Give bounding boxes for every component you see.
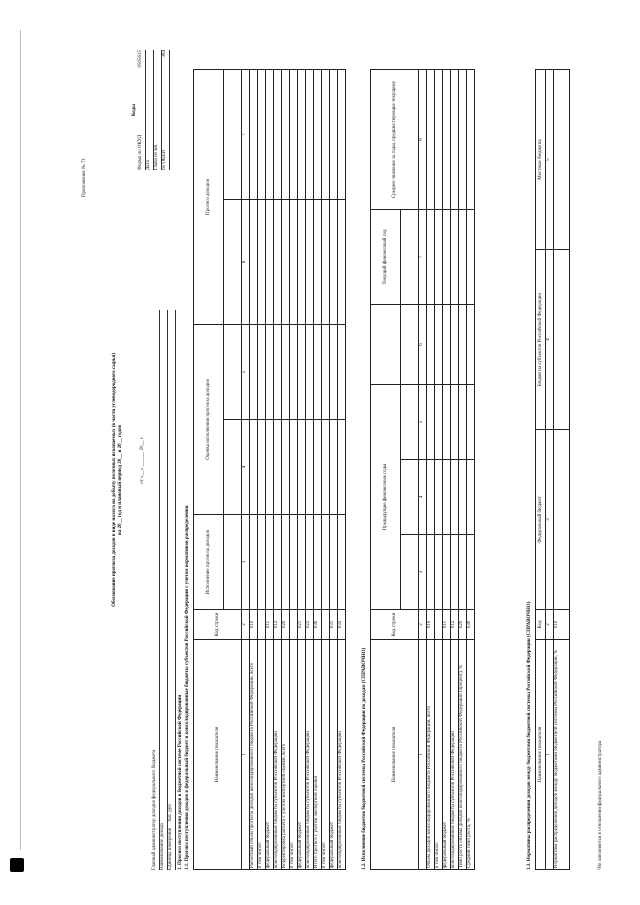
value-cell	[459, 385, 467, 460]
value-cell	[274, 199, 282, 324]
col-header-current: Текущий финансовый год	[371, 210, 401, 305]
row-code: 031	[330, 610, 338, 640]
value-cell	[306, 69, 314, 199]
value-cell	[322, 69, 330, 199]
value-cell	[266, 199, 274, 324]
value-cell	[258, 420, 266, 515]
meta-value: тыс. руб	[168, 804, 173, 822]
value-cell	[266, 420, 274, 515]
code-label: Форма по ОКУД	[137, 134, 143, 170]
col-header-federal: Федеральный бюджет	[536, 430, 546, 610]
value-cell	[554, 250, 570, 430]
row-name: федеральный бюджет	[443, 640, 451, 870]
code-row	[154, 50, 162, 170]
value-cell	[250, 515, 258, 610]
value-cell	[435, 460, 443, 535]
column-number: 4	[419, 460, 427, 535]
value-cell	[467, 305, 475, 385]
value-cell	[306, 199, 314, 324]
row-code: 030	[467, 610, 475, 640]
col-header-previous: Предыдущие финансовые годы	[371, 385, 401, 610]
value-cell	[282, 420, 290, 515]
value-cell	[443, 535, 451, 610]
value-cell	[314, 324, 322, 419]
row-code	[322, 610, 330, 640]
execution-table	[370, 69, 475, 870]
value-cell	[338, 69, 346, 199]
value-cell	[314, 199, 322, 324]
row-code: 020	[282, 610, 290, 640]
value-cell	[435, 70, 443, 210]
value-cell	[250, 324, 258, 419]
appendix-note	[82, 45, 88, 310]
value-cell	[443, 385, 451, 460]
value-cell	[306, 324, 314, 419]
col-header-subjects: Бюджеты субъектов Российской Федерации	[536, 250, 546, 430]
value-cell	[459, 460, 467, 535]
row-code: 011	[266, 610, 274, 640]
column-number: 3	[419, 535, 427, 610]
value-cell	[451, 70, 459, 210]
row-name: Итого прогноз с учетом экспертной оценки	[314, 640, 322, 870]
value-cell	[298, 69, 306, 199]
col-header-name: Наименование показателя	[194, 640, 242, 870]
row-name: в том числе:	[290, 640, 298, 870]
col-header-code: Код строки	[194, 610, 242, 640]
value-cell	[258, 324, 266, 419]
row-name: Темп роста объема доходов консолидированного бюджета Российской Федерации (процент), %	[459, 640, 467, 870]
col-header-name: Наименование показателя	[536, 640, 546, 870]
value-cell	[435, 385, 443, 460]
document-title	[112, 270, 124, 690]
value-cell	[290, 420, 298, 515]
column-number: 6	[242, 199, 250, 324]
column-number: 2	[242, 610, 250, 640]
column-number: 7	[242, 69, 250, 199]
col-header-code: Код строки	[371, 610, 419, 640]
row-code	[435, 610, 443, 640]
value-cell	[467, 70, 475, 210]
value-cell	[298, 515, 306, 610]
code-label: по ОКЕИ	[161, 149, 167, 170]
value-cell	[282, 324, 290, 419]
header-cell	[401, 535, 419, 610]
column-number: 5	[242, 324, 250, 419]
column-number: 1	[419, 640, 427, 870]
column-number: 3	[242, 515, 250, 610]
code-row	[138, 50, 146, 170]
value-cell	[258, 199, 266, 324]
row-code: 010	[427, 610, 435, 640]
value-cell	[282, 199, 290, 324]
code-value: 0505615	[137, 50, 143, 68]
value-cell	[443, 70, 451, 210]
value-cell	[427, 460, 435, 535]
value-cell	[314, 515, 322, 610]
value-cell	[467, 385, 475, 460]
value-cell	[459, 305, 467, 385]
meta-label: Главный администратор доходов федерального бюджета	[152, 749, 157, 870]
page-edge	[20, 30, 21, 850]
row-name: в том числе:	[322, 640, 330, 870]
row-name: в том числе:	[258, 640, 266, 870]
value-cell	[459, 70, 467, 210]
header-cell	[224, 515, 242, 610]
col-header-code: Код	[536, 610, 546, 640]
value-cell	[322, 420, 330, 515]
value-cell	[306, 420, 314, 515]
norms-table	[535, 69, 570, 870]
codes-header: Коды	[132, 103, 137, 117]
row-name: Объем доходов консолидированного бюджета Российской Федерации, всего	[427, 640, 435, 870]
col-header-exec: Исполнение прогноза доходов	[194, 515, 224, 610]
value-cell	[266, 324, 274, 419]
row-name: федеральный бюджет	[330, 640, 338, 870]
value-cell	[451, 535, 459, 610]
value-cell	[427, 70, 435, 210]
codes-box	[132, 50, 170, 170]
row-code: 010	[250, 610, 258, 640]
value-cell	[443, 210, 451, 305]
value-cell	[250, 69, 258, 199]
row-code: 011	[443, 610, 451, 640]
header-cell	[224, 324, 242, 419]
row-name: федеральный бюджет	[298, 640, 306, 870]
column-number: 7	[419, 210, 427, 305]
meta-label: Наименование дохода	[160, 823, 165, 870]
value-cell	[290, 324, 298, 419]
row-code: 010	[554, 610, 570, 640]
value-cell	[451, 305, 459, 385]
meta-row	[160, 310, 168, 870]
value-cell	[338, 515, 346, 610]
col-header-average: Среднее значение за годы, предшествующие текущему	[371, 70, 419, 210]
column-number: 5	[419, 385, 427, 460]
value-cell	[298, 420, 306, 515]
meta-label: Единица измерения	[168, 827, 173, 870]
row-code: 032	[338, 610, 346, 640]
section-heading: 1.2. Исполнение бюджетов бюджетной системы Российской Федерации по доходам (СПРАВОЧНО)	[362, 647, 367, 870]
code-row	[162, 50, 170, 170]
value-cell	[443, 460, 451, 535]
value-cell	[298, 199, 306, 324]
row-code: 012	[451, 610, 459, 640]
value-cell	[330, 69, 338, 199]
header-cell	[224, 69, 242, 199]
value-cell	[266, 69, 274, 199]
column-number: 8	[419, 70, 427, 210]
value-cell	[290, 199, 298, 324]
value-cell	[554, 70, 570, 250]
title-line: на 20__ год и плановый период 20__ и 20__ годов	[117, 424, 123, 536]
value-cell	[554, 430, 570, 610]
value-cell	[322, 199, 330, 324]
value-cell	[274, 324, 282, 419]
col-header-name: Наименование показателя	[371, 640, 419, 870]
value-cell	[290, 69, 298, 199]
column-number: 2	[546, 610, 554, 640]
value-cell	[435, 210, 443, 305]
row-name: Нормативы распределения доходов между бюджетами бюджетной системы Российской Федерации, %	[554, 640, 570, 870]
row-name: консолидированные бюджеты субъектов Российской Федерации	[451, 640, 459, 870]
value-cell	[467, 535, 475, 610]
column-number: 6	[419, 305, 427, 385]
value-cell	[459, 210, 467, 305]
value-cell	[427, 385, 435, 460]
header-cell	[224, 420, 242, 515]
section-heading: 1.3. Нормативы распределения доходов между бюджетами бюджетной системы Российской Федерации (СПРАВОЧНО)	[527, 601, 532, 870]
value-cell	[250, 420, 258, 515]
column-number: 4	[242, 420, 250, 515]
rotated-form	[32, 40, 607, 870]
row-name: федеральный бюджет	[266, 640, 274, 870]
header-cell	[401, 210, 419, 305]
value-cell	[330, 515, 338, 610]
value-cell	[322, 324, 330, 419]
meta-row	[168, 310, 176, 870]
column-number: 4	[546, 250, 554, 430]
value-cell	[306, 515, 314, 610]
code-value: 384	[161, 50, 167, 58]
value-cell	[451, 385, 459, 460]
row-code	[258, 610, 266, 640]
value-cell	[290, 515, 298, 610]
column-number: 2	[419, 610, 427, 640]
meta-row	[152, 310, 160, 870]
row-name: консолидированные бюджеты субъектов Российской Федерации	[338, 640, 346, 870]
header-cell	[401, 460, 419, 535]
value-cell	[282, 69, 290, 199]
value-cell	[274, 420, 282, 515]
row-name: в том числе:	[435, 640, 443, 870]
header-cell	[401, 305, 419, 385]
value-cell	[298, 324, 306, 419]
forecast-table	[193, 69, 346, 870]
value-cell	[451, 210, 459, 305]
code-row	[146, 50, 154, 170]
row-name: Расчетный объем прогноза доходов консолидированного бюджета Российской Федерации, всего	[250, 640, 258, 870]
value-cell	[250, 199, 258, 324]
row-name: консолидированные бюджеты субъектов Российской Федерации	[274, 640, 282, 870]
value-cell	[274, 515, 282, 610]
value-cell	[435, 535, 443, 610]
scan-mark	[10, 858, 24, 872]
col-header-local: Местные бюджеты	[536, 70, 546, 250]
value-cell	[435, 305, 443, 385]
value-cell	[330, 420, 338, 515]
value-cell	[274, 69, 282, 199]
value-cell	[427, 305, 435, 385]
row-code: 021	[298, 610, 306, 640]
value-cell	[330, 199, 338, 324]
col-header-forecast: Прогноз доходов	[194, 69, 224, 324]
header-cell	[371, 305, 401, 385]
row-name: Средний темп роста, %	[467, 640, 475, 870]
value-cell	[467, 460, 475, 535]
row-code	[290, 610, 298, 640]
column-number: 1	[242, 640, 250, 870]
footnote: ¹Не заполняется в отношении федерального администратора	[598, 740, 603, 870]
row-code: 020	[459, 610, 467, 640]
value-cell	[443, 305, 451, 385]
section-heading: 1.1. Прогноз поступления доходов в федеральный бюджет и консолидированные бюджеты субъектов Российской Федерации с учетом нормативов распределения	[185, 505, 190, 870]
title-line: Обоснование прогноза доходов в виде налога на добычу полезных ископаемых (в части углеводородного сырья)	[112, 353, 117, 607]
row-code: 012	[274, 610, 282, 640]
value-cell	[427, 210, 435, 305]
value-cell	[322, 515, 330, 610]
header-cell	[401, 385, 419, 460]
value-cell	[258, 515, 266, 610]
header-fields	[152, 310, 176, 870]
column-number: 3	[546, 430, 554, 610]
value-cell	[282, 515, 290, 610]
column-number: 1	[546, 640, 554, 870]
value-cell	[338, 324, 346, 419]
code-label: Глава по БК	[153, 144, 159, 170]
value-cell	[451, 460, 459, 535]
appendix-title: Приложение № 71	[82, 157, 87, 198]
date-line: от «__» ______ 20__ г.	[140, 436, 145, 484]
value-cell	[314, 420, 322, 515]
value-cell	[330, 324, 338, 419]
value-cell	[266, 515, 274, 610]
value-cell	[314, 69, 322, 199]
header-cell	[224, 199, 242, 324]
col-header-eval: Оценка исполнения прогноза доходов	[194, 324, 224, 514]
value-cell	[427, 535, 435, 610]
section-heading: 1. Прогноз поступления доходов в бюджетной системе Российской Федерации	[178, 694, 183, 870]
row-code: 022	[306, 610, 314, 640]
value-cell	[459, 535, 467, 610]
column-number: 5	[546, 70, 554, 250]
value-cell	[338, 199, 346, 324]
value-cell	[467, 210, 475, 305]
value-cell	[258, 69, 266, 199]
row-code: 030	[314, 610, 322, 640]
row-name: Корректировка расчета с учетом экспертной оценки, всего	[282, 640, 290, 870]
value-cell	[338, 420, 346, 515]
row-name: консолидированные бюджеты субъектов Российской Федерации	[306, 640, 314, 870]
code-label: Дата	[145, 160, 151, 170]
